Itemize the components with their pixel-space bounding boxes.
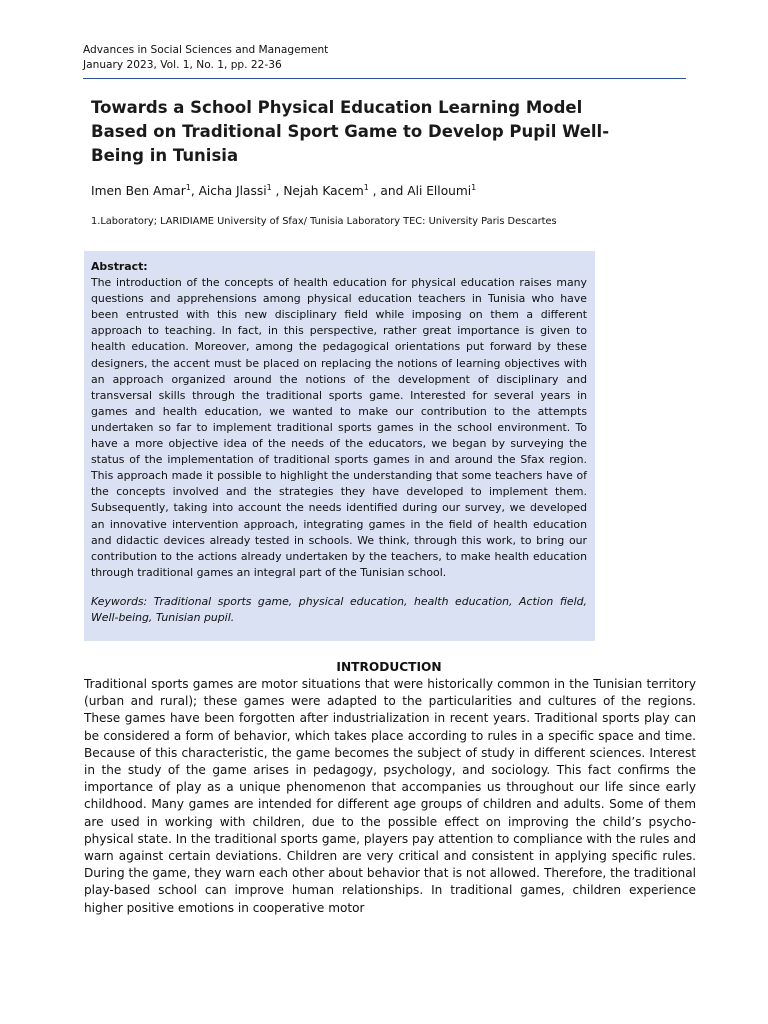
header-divider: [83, 78, 686, 79]
journal-name: Advances in Social Sciences and Management: [83, 44, 329, 56]
journal-header: [83, 43, 328, 73]
author-name: Imen Ben Amar: [91, 184, 186, 198]
affiliation: 1.Laboratory; LARIDIAME University of Sfax/ Tunisia Laboratory TEC: University Paris Descartes: [91, 216, 557, 227]
author-name: Nejah Kacem: [283, 184, 364, 198]
author-separator: ,: [271, 184, 284, 198]
introduction-body: Traditional sports games are motor situations that were historically common in the Tunisian territory (urban and rural); these games were adapted to the particularities and cultures of the regions. These games have been forgotten after industrialization in recent years. Traditional sports play can be considered a form of behavior, which takes place according to rules in a specific space and time. Because of this characteristic, the game becomes the subject of study in different sciences. Interest in the study of the game arises in pedagogy, psychology, and sociology. This fact confirms the importance of play as a unique phenomenon that accompanies us throughout our life since early childhood. Many games are intended for different age groups of children and adults. Some of them are used in working with children, due to the possible effect on improving the child’s psycho-physical state. In the traditional sports game, players pay attention to compliance with the rules and warn against certain deviations. Children are very critical and consistent in applying specific rules. During the game, they warn each other about behavior that is not allowed. Therefore, the traditional play-based school can improve human relationships. In traditional games, children experience higher positive emotions in cooperative motor: [84, 677, 696, 915]
author-list: [91, 182, 476, 200]
abstract-heading: Abstract:: [91, 260, 148, 273]
author-affiliation-mark: 1: [471, 183, 477, 192]
abstract-body: The introduction of the concepts of health education for physical education raises many questions and apprehensions among physical education teachers in Tunisia who have been entrusted with this new disciplinary field while imposing on them a different approach to teaching. In fact, in this perspective, rather great importance is given to health education. Moreover, among the pedagogical orientations put forward by these designers, the accent must be placed on replacing the notions of learning objectives with an approach organized around the notions of the development of disciplinary and transversal skills through the traditional sports game. Interested for several years in games and health education, we wanted to make our contribution to the attempts undertaken so far to implement traditional sports games in the school environment. To have a more objective idea of the needs of the educators, we began by surveying the status of the implementation of traditional sports games in and around the Sfax region. This approach made it possible to highlight the understanding that some teachers have of the concepts involved and the strategies they have developed to implement them. Subsequently, taking into account the needs identified during our survey, we developed an innovative intervention approach, integrating games in the field of health education and didactic devices already tested in schools. We think, through this work, to bring our contribution to the actions already undertaken by the teachers, to make health education through traditional games an integral part of the Tunisian school.: [91, 276, 587, 579]
author-separator: ,: [190, 184, 199, 198]
author-separator: , and: [368, 184, 408, 198]
author-name: Aicha Jlassi: [198, 184, 267, 198]
abstract-box: [84, 251, 595, 641]
keywords: Keywords: Traditional sports game, physical education, health education, Action field, Well-being, Tunisian pupil.: [91, 594, 587, 624]
introduction-heading: INTRODUCTION: [336, 660, 442, 674]
author-affiliation-mark: 1: [185, 183, 191, 192]
paper-title: Towards a School Physical Education Learning Model Based on Traditional Sport Game to Develop Pupil Well-Being in Tunisia: [91, 98, 610, 165]
author-name: Ali Elloumi: [407, 184, 472, 198]
author-affiliation-mark: 1: [363, 183, 369, 192]
author-affiliation-mark: 1: [266, 183, 272, 192]
journal-issue: January 2023, Vol. 1, No. 1, pp. 22-36: [83, 59, 282, 71]
